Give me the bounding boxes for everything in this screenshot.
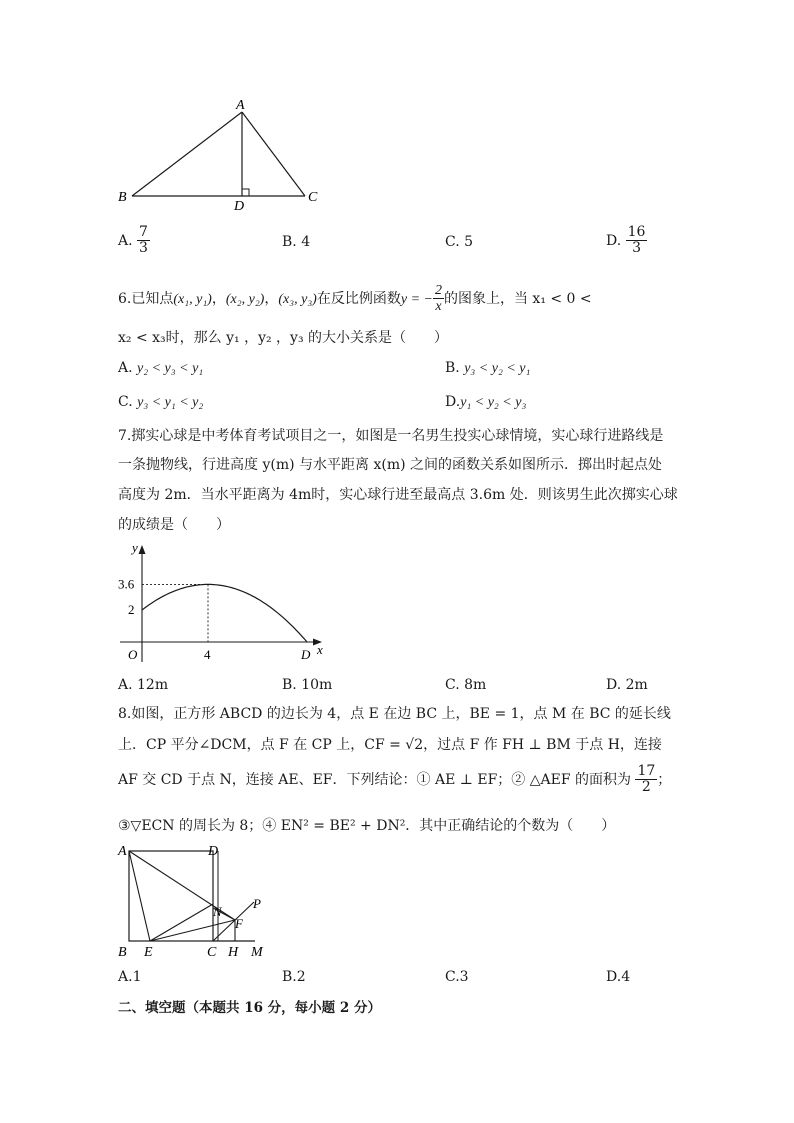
- label-F: F: [235, 916, 243, 931]
- option-text: 12m: [137, 677, 169, 693]
- q8-stem-line3: [118, 764, 671, 796]
- denominator: 3: [632, 240, 642, 257]
- q6-option-a[interactable]: [118, 360, 203, 377]
- q5-option-c[interactable]: [445, 234, 473, 250]
- option-letter: C.: [445, 969, 460, 985]
- option-text: 4: [621, 969, 631, 985]
- q5-option-b[interactable]: [282, 234, 310, 250]
- q6-stem-line2: x₂ < x₃时，那么 y₁ ，y₂ ，y₃ 的大小关系是（ ）: [118, 330, 449, 346]
- x-axis-label: x: [317, 642, 323, 657]
- q7-stem-line4: 的成绩是（ ）: [118, 517, 230, 533]
- y-axis-arrow: [139, 545, 146, 554]
- q7-stem-line1: 7.掷实心球是中考体育考试项目之一，如图是一名男生投实心球情境，实心球行进路线是: [118, 428, 664, 444]
- option-letter: D.: [606, 677, 622, 693]
- q7-option-d[interactable]: [606, 677, 648, 693]
- q5-option-a[interactable]: [118, 225, 150, 257]
- fraction: [635, 764, 657, 796]
- q6-stem-line1: 6.已知点(x₁, y₁)，(x₂, y₂)，(x₃, y₃)在反比例函数y = − $\frac{2}{x}$ 的图象上，当 x₁ < 0 <: [118, 283, 592, 315]
- option-letter: A.: [118, 232, 133, 249]
- label-D: D: [234, 199, 245, 214]
- parabola-chart: [112, 540, 332, 665]
- y-axis-label: y: [132, 540, 138, 555]
- option-text: y₁ < y₂ < y₃: [460, 395, 527, 410]
- q6-tail: 的图象上，当 x₁ < 0 <: [443, 290, 592, 307]
- tick-y-label: 2: [128, 602, 135, 617]
- q8-option-a[interactable]: [118, 969, 141, 985]
- numerator: 2: [434, 283, 442, 298]
- numerator: 16: [627, 224, 646, 240]
- option-text: 4: [301, 234, 311, 250]
- option-letter: D.: [606, 969, 622, 985]
- option-text: 2: [296, 969, 306, 985]
- option-text: 10m: [301, 677, 333, 693]
- label-E: E: [144, 945, 153, 960]
- option-letter: A.: [118, 360, 133, 376]
- label-M: M: [251, 945, 263, 960]
- option-text: 8m: [464, 677, 487, 693]
- q8-line3-text: AF 交 CD 于点 N，连接 AE、EF．下列结论：① AE ⊥ EF；② △AEF 的面积为: [118, 771, 632, 788]
- denominator: x: [435, 299, 442, 315]
- label-B: B: [118, 190, 127, 205]
- q6-func-lhs: y = −: [400, 291, 433, 307]
- q8-option-b[interactable]: [282, 969, 306, 985]
- option-letter: A.: [118, 677, 133, 693]
- option-text: 5: [464, 234, 474, 250]
- section-heading: 二、填空题（本题共 16 分，每小题 2 分）: [118, 1000, 381, 1016]
- label-H: H: [228, 945, 239, 960]
- q6-func-fraction: [433, 283, 444, 315]
- denominator: 3: [139, 240, 148, 257]
- option-text: 1: [132, 969, 142, 985]
- q8-line3-end: ；: [657, 771, 672, 788]
- triangle-figure: [110, 95, 330, 215]
- tick-y-label: 3.6: [118, 576, 135, 592]
- q7-option-a[interactable]: [118, 677, 168, 693]
- fraction: [137, 225, 150, 257]
- numerator: 7: [139, 224, 148, 240]
- fraction: [626, 225, 648, 257]
- label-B: B: [118, 945, 127, 960]
- label-D: D: [208, 844, 219, 859]
- option-letter: B.: [282, 677, 297, 693]
- q6-point-2: (x₂, y₂): [225, 291, 265, 307]
- q7-stem-line3: 高度为 2m．当水平距离为 4m时，实心球行进至最高点 3.6m 处．则该男生此次掷实心球: [118, 487, 678, 503]
- q6-option-c[interactable]: [118, 394, 203, 411]
- label-A: A: [236, 98, 245, 113]
- numerator: 17: [637, 763, 656, 779]
- square-figure: [112, 840, 282, 962]
- parabola-curve: [142, 584, 307, 642]
- q8-option-d[interactable]: [606, 969, 630, 985]
- option-text: 2m: [625, 677, 648, 693]
- q7-option-c[interactable]: [445, 677, 486, 693]
- q6-option-b[interactable]: [445, 360, 530, 377]
- denominator: 2: [641, 779, 651, 796]
- label-N: N: [213, 904, 222, 919]
- option-letter: C.: [445, 234, 460, 250]
- q6-option-d[interactable]: [445, 394, 526, 411]
- label-C: C: [308, 190, 318, 205]
- q8-stem-line1: 8.如图，正方形 ABCD 的边长为 4，点 E 在边 BC 上，BE = 1，点 M 在 BC 的延长线: [118, 706, 671, 722]
- tick-x-label: 4: [204, 647, 211, 662]
- label-A: A: [118, 844, 127, 859]
- option-text: y₃ < y₂ < y₁: [464, 361, 531, 376]
- option-letter: D.: [445, 394, 461, 410]
- q7-stem-line2: 一条抛物线，行进高度 y(m) 与水平距离 x(m) 之间的函数关系如图所示．掷出时起点处: [118, 457, 663, 473]
- option-letter: B.: [445, 360, 460, 376]
- option-letter: C.: [445, 677, 460, 693]
- q8-option-c[interactable]: [445, 969, 469, 985]
- option-letter: B.: [282, 969, 297, 985]
- end-point-label: D: [301, 647, 311, 662]
- q6-point-1: (x₁, y₁): [173, 291, 212, 307]
- q7-option-b[interactable]: [282, 677, 332, 693]
- origin-label: O: [128, 647, 138, 662]
- option-text: 3: [459, 969, 469, 985]
- q6-prefix: 6.已知点: [118, 290, 174, 307]
- q6-point-3: (x₃, y₃): [278, 291, 317, 307]
- option-text: y₂ < y₃ < y₁: [137, 361, 204, 376]
- option-text: y₃ < y₁ < y₂: [137, 395, 204, 410]
- label-C: C: [207, 945, 217, 960]
- q6-mid: 在反比例函数: [316, 290, 401, 307]
- option-letter: D.: [606, 232, 622, 249]
- label-P: P: [253, 896, 261, 911]
- option-letter: C.: [118, 394, 133, 410]
- q8-stem-line2: 上．CP 平分∠DCM，点 F 在 CP 上，CF = √2，过点 F 作 FH ⊥ BM 于点 H，连接: [118, 737, 662, 753]
- q8-stem-line4: ③▽ECN 的周长为 8；④ EN² = BE² + DN²．其中正确结论的个数为（ ）: [118, 818, 616, 834]
- q5-option-d[interactable]: [606, 225, 647, 257]
- option-letter: B.: [282, 234, 297, 250]
- option-letter: A.: [118, 969, 133, 985]
